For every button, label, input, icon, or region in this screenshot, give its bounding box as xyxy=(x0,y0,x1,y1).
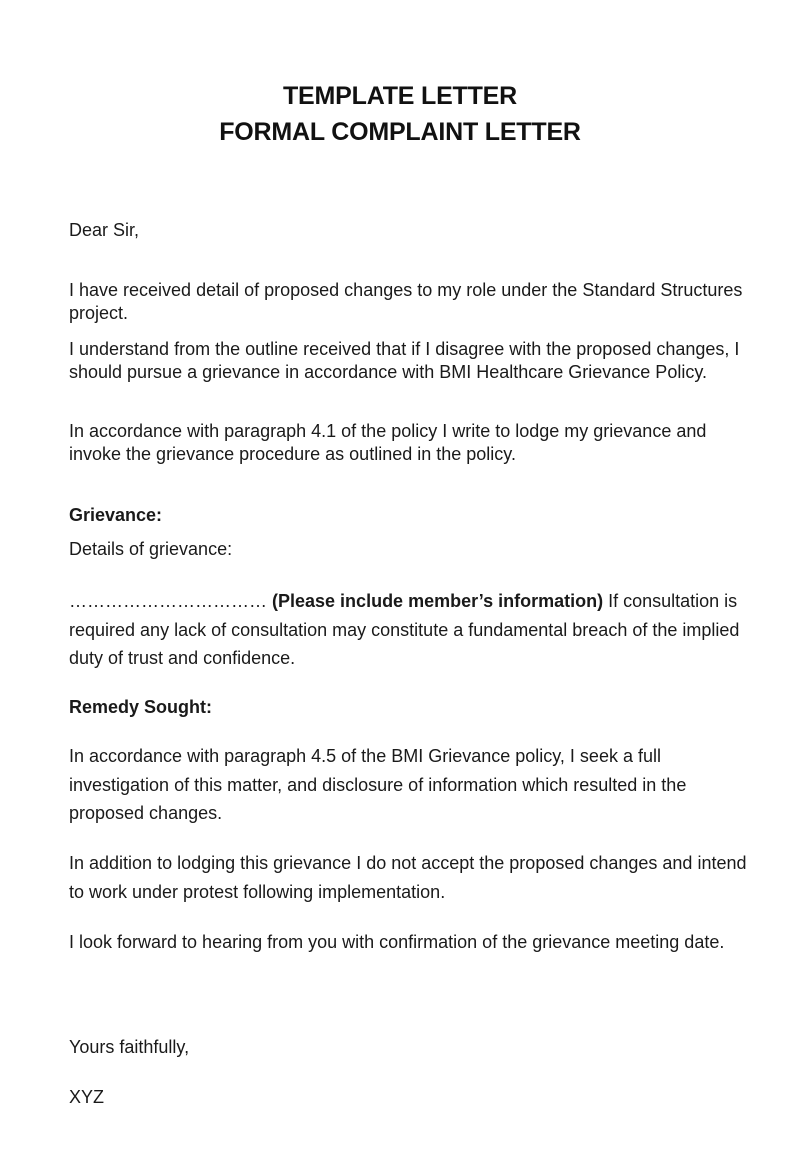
member-info-placeholder: (Please include member’s information) xyxy=(272,591,604,611)
salutation: Dear Sir, xyxy=(69,220,140,240)
closing: Yours faithfully, xyxy=(69,1037,190,1057)
remedy-paragraph-investigation: In accordance with paragraph 4.5 of the BMI Grievance policy, I seek a full investigation of this matter, and disclosure of information which resulted in the proposed changes. xyxy=(69,746,687,823)
letter-title-line1: TEMPLATE LETTER xyxy=(282,82,518,110)
remedy-paragraph-protest: In addition to lodging this grievance I do not accept the proposed changes and intend to work under protest following implementation. xyxy=(69,853,747,902)
grievance-consultation-text: If consultation is required any lack of consultation may constitute a fundamental breach of the implied duty of trust and confidence. xyxy=(69,591,740,668)
paragraph-proposed-changes: I have received detail of proposed changes to my role under the Standard Structures project. xyxy=(69,280,743,323)
grievance-dots: …………………………… xyxy=(69,591,267,611)
letter-title-line2: FORMAL COMPLAINT LETTER xyxy=(219,118,581,146)
remedy-heading: Remedy Sought: xyxy=(69,697,213,717)
paragraph-lodge-grievance: In accordance with paragraph 4.1 of the policy I write to lodge my grievance and invoke the grievance procedure as outlined in the policy. xyxy=(69,421,707,464)
paragraph-grievance-policy: I understand from the outline received that if I disagree with the proposed changes, I should pursue a grievance in accordance with BMI Healthcare Grievance Policy. xyxy=(69,339,740,382)
grievance-details-paragraph xyxy=(69,587,749,673)
grievance-details-label: Details of grievance: xyxy=(69,539,233,559)
signature: XYZ xyxy=(69,1087,105,1107)
grievance-heading: Grievance: xyxy=(69,505,163,525)
remedy-paragraph-meeting: I look forward to hearing from you with confirmation of the grievance meeting date. xyxy=(69,932,725,952)
